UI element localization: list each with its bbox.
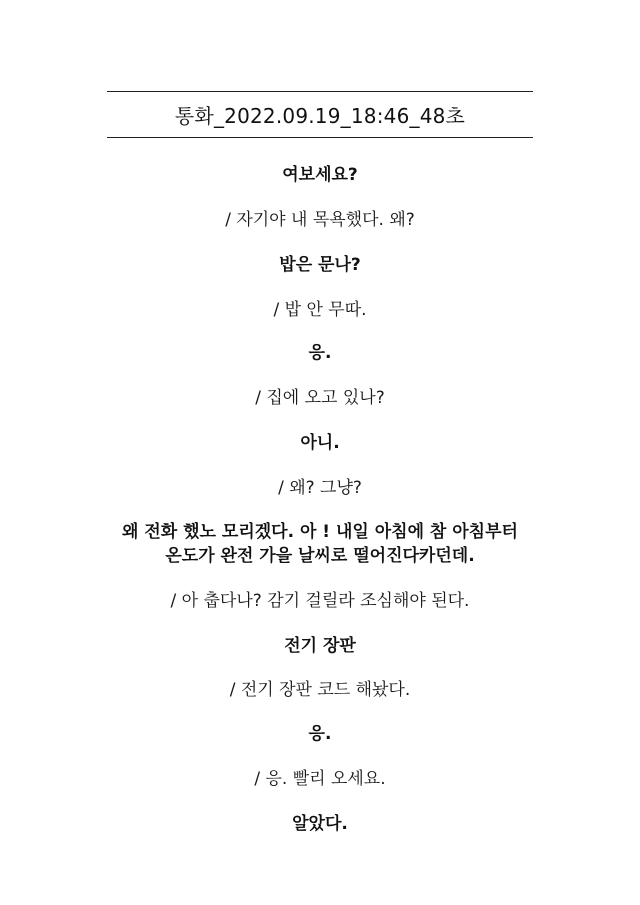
transcript-line: / 자기야 내 목욕했다. 왜? <box>225 210 415 230</box>
transcript-line: 응. <box>308 343 332 363</box>
transcript-line: / 왜? 그냥? <box>278 478 362 498</box>
transcript-line: 왜 전화 했노 모리겠다. 아 ! 내일 아침에 참 아침부터 <box>122 522 518 542</box>
title-top-rule <box>107 91 533 92</box>
transcript-line: 아니. <box>300 433 340 453</box>
title-bottom-rule <box>107 137 533 138</box>
transcript-line: / 밥 안 무따. <box>273 300 367 320</box>
transcript-line: 응. <box>308 724 332 744</box>
transcript-line: / 아 춥다나? 감기 걸릴라 조심해야 된다. <box>170 591 470 611</box>
transcript-line: 전기 장판 <box>284 636 356 656</box>
document-title: 통화_2022.09.19_18:46_48초 <box>174 104 466 128</box>
transcript-line: / 전기 장판 코드 해놨다. <box>229 680 411 700</box>
transcript-line: 여보세요? <box>282 165 358 185</box>
transcript-line: 온도가 완전 가을 날씨로 떨어진다카던데. <box>165 546 475 566</box>
transcript-line: / 응. 빨리 오세요. <box>254 769 386 789</box>
transcript-line: / 집에 오고 있나? <box>255 388 385 408</box>
transcript-line: 알았다. <box>292 814 348 834</box>
transcript-line: 밥은 문나? <box>279 255 361 275</box>
